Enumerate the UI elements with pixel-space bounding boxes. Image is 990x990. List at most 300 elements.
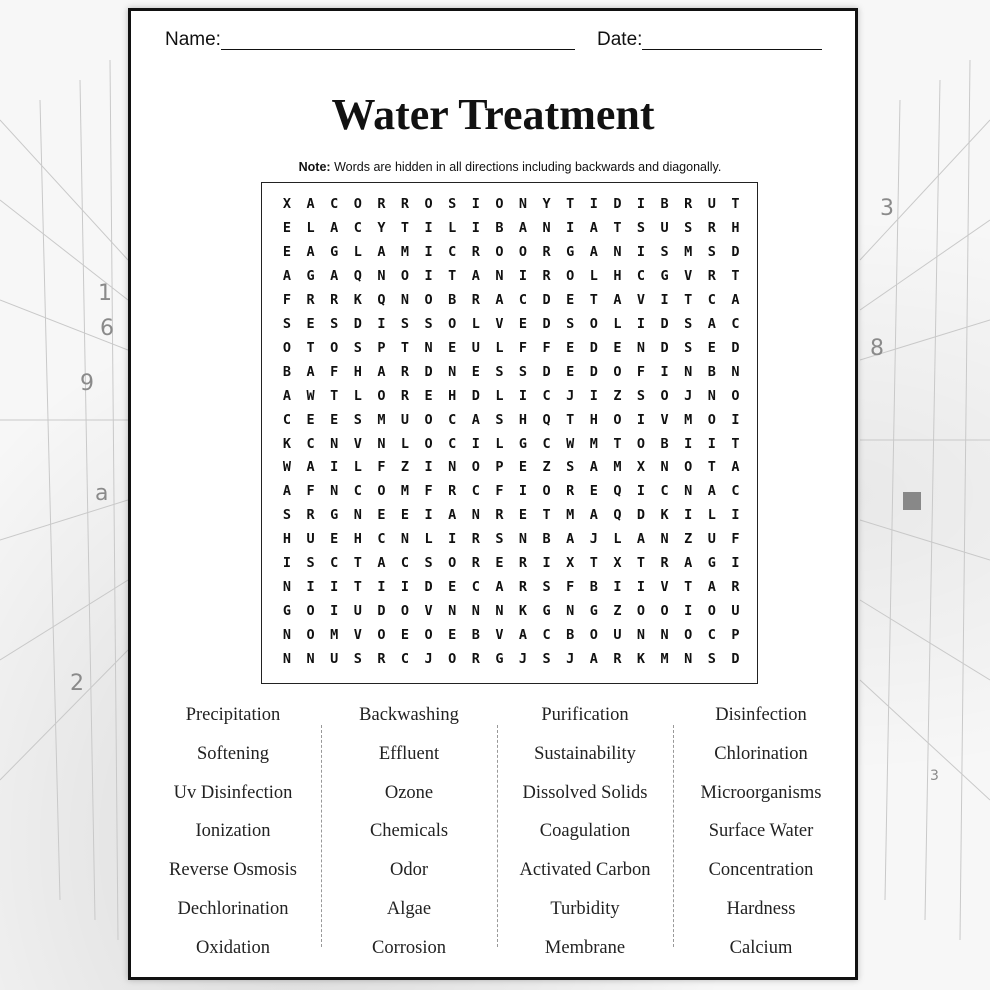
date-blank-line[interactable] [642,49,822,50]
grid-letter[interactable]: V [353,627,362,644]
grid-letter[interactable]: K [282,435,292,452]
grid-letter[interactable]: S [684,315,693,332]
grid-letter[interactable]: M [684,411,693,428]
grid-letter[interactable]: D [471,387,480,404]
grid-letter[interactable]: N [330,483,339,500]
grid-letter[interactable]: A [306,243,315,260]
grid-letter[interactable]: X [282,196,292,212]
grid-letter[interactable]: A [471,411,480,428]
grid-letter[interactable]: N [282,651,292,668]
grid-letter[interactable]: O [684,459,693,476]
grid-letter[interactable]: R [707,219,716,236]
grid-letter[interactable]: U [400,411,410,428]
grid-letter[interactable]: M [684,243,693,260]
grid-letter[interactable]: T [306,339,315,356]
grid-letter[interactable]: K [353,291,362,308]
grid-letter[interactable]: S [566,315,575,332]
grid-letter[interactable]: F [542,339,551,356]
grid-letter[interactable]: U [707,531,716,548]
grid-letter[interactable]: E [448,339,457,356]
grid-letter[interactable]: F [731,531,740,548]
grid-letter[interactable]: I [377,579,386,596]
grid-letter[interactable]: M [330,627,339,644]
grid-letter[interactable]: L [495,387,504,404]
grid-letter[interactable]: L [353,243,362,260]
grid-letter[interactable]: J [589,531,598,548]
grid-letter[interactable]: X [636,459,646,476]
grid-letter[interactable]: S [566,459,575,476]
grid-letter[interactable]: I [518,267,528,284]
grid-letter[interactable]: A [636,531,646,548]
grid-letter[interactable]: A [707,483,716,500]
grid-letter[interactable]: C [282,411,292,428]
grid-letter[interactable]: O [377,627,386,644]
grid-letter[interactable]: M [613,459,622,476]
grid-letter[interactable]: A [377,555,386,572]
grid-letter[interactable]: I [330,603,339,620]
grid-letter[interactable]: D [660,315,669,332]
grid-letter[interactable]: S [636,387,646,404]
grid-letter[interactable]: O [448,315,457,332]
grid-letter[interactable]: W [282,459,292,476]
grid-letter[interactable]: I [660,291,669,308]
grid-letter[interactable]: R [684,196,693,212]
grid-letter[interactable]: C [518,291,528,308]
grid-letter[interactable]: T [731,435,740,452]
grid-letter[interactable]: O [400,603,410,620]
grid-letter[interactable]: I [613,579,622,596]
grid-letter[interactable]: E [613,339,622,356]
grid-letter[interactable]: A [589,507,598,524]
grid-letter[interactable]: H [353,531,362,548]
grid-letter[interactable]: L [613,315,622,332]
grid-letter[interactable]: C [707,291,716,308]
grid-letter[interactable]: N [424,339,433,356]
grid-letter[interactable]: V [495,315,504,332]
grid-letter[interactable]: L [495,435,504,452]
grid-letter[interactable]: I [542,555,551,572]
grid-letter[interactable]: A [707,315,716,332]
grid-letter[interactable]: O [306,603,315,620]
grid-letter[interactable]: Y [542,196,551,212]
grid-letter[interactable]: Z [613,603,622,620]
grid-letter[interactable]: M [660,651,669,668]
grid-letter[interactable]: D [589,339,598,356]
grid-letter[interactable]: Z [542,459,551,476]
grid-letter[interactable]: I [636,483,646,500]
grid-letter[interactable]: M [400,243,410,260]
grid-letter[interactable]: H [731,219,740,236]
grid-letter[interactable]: S [660,243,669,260]
grid-letter[interactable]: Q [613,507,622,524]
grid-letter[interactable]: A [566,531,575,548]
grid-letter[interactable]: A [613,291,622,308]
grid-letter[interactable]: B [448,291,457,308]
grid-letter[interactable]: O [424,196,433,212]
grid-letter[interactable]: S [684,219,693,236]
grid-letter[interactable]: J [518,651,528,668]
grid-letter[interactable]: E [566,363,575,380]
grid-letter[interactable]: P [731,627,740,644]
grid-letter[interactable]: X [566,555,575,572]
grid-letter[interactable]: A [282,387,292,404]
grid-letter[interactable]: U [707,196,716,212]
grid-letter[interactable]: F [424,483,433,500]
grid-letter[interactable]: F [495,483,504,500]
grid-letter[interactable]: Q [353,267,362,284]
grid-letter[interactable]: S [542,579,551,596]
grid-letter[interactable]: V [353,435,362,452]
grid-letter[interactable]: J [566,651,575,668]
grid-letter[interactable]: R [660,555,669,572]
grid-letter[interactable]: I [660,363,669,380]
grid-letter[interactable]: B [707,363,716,380]
grid-letter[interactable]: S [353,339,362,356]
grid-letter[interactable]: N [400,291,410,308]
grid-letter[interactable]: T [613,219,622,236]
grid-letter[interactable]: O [400,267,410,284]
grid-letter[interactable]: D [353,315,362,332]
grid-letter[interactable]: G [495,651,504,668]
grid-letter[interactable]: D [731,651,740,668]
grid-letter[interactable]: N [684,363,693,380]
grid-letter[interactable]: C [353,483,362,500]
grid-letter[interactable]: B [542,531,551,548]
grid-letter[interactable]: N [448,363,457,380]
grid-letter[interactable]: E [589,483,598,500]
grid-letter[interactable]: I [684,435,693,452]
grid-letter[interactable]: O [542,483,551,500]
grid-letter[interactable]: S [282,315,292,332]
grid-letter[interactable]: G [330,243,339,260]
grid-letter[interactable]: R [471,243,480,260]
grid-letter[interactable]: Q [377,291,386,308]
grid-letter[interactable]: H [448,387,457,404]
grid-letter[interactable]: N [400,531,410,548]
grid-letter[interactable]: N [684,651,693,668]
grid-letter[interactable]: O [495,243,504,260]
grid-letter[interactable]: G [707,555,716,572]
grid-letter[interactable]: T [542,507,551,524]
grid-letter[interactable]: O [330,339,339,356]
grid-letter[interactable]: F [330,363,339,380]
grid-letter[interactable]: R [400,387,410,404]
grid-letter[interactable]: G [330,507,339,524]
grid-letter[interactable]: B [660,435,669,452]
grid-letter[interactable]: A [684,555,693,572]
grid-letter[interactable]: I [636,196,646,212]
grid-letter[interactable]: C [731,315,740,332]
grid-letter[interactable]: D [424,579,433,596]
grid-letter[interactable]: L [400,435,410,452]
grid-letter[interactable]: N [518,196,528,212]
grid-letter[interactable]: D [424,363,433,380]
grid-letter[interactable]: N [377,267,386,284]
grid-letter[interactable]: C [731,483,740,500]
grid-letter[interactable]: T [566,196,575,212]
grid-letter[interactable]: G [660,267,669,284]
grid-letter[interactable]: Q [613,483,622,500]
grid-letter[interactable]: T [636,555,646,572]
grid-letter[interactable]: I [424,459,433,476]
grid-letter[interactable]: O [282,339,292,356]
grid-letter[interactable]: J [566,387,575,404]
grid-letter[interactable]: T [353,579,362,596]
grid-letter[interactable]: L [448,219,457,236]
grid-letter[interactable]: E [448,627,457,644]
grid-letter[interactable]: O [731,387,740,404]
grid-letter[interactable]: C [448,435,457,452]
grid-letter[interactable]: E [306,411,315,428]
grid-letter[interactable]: R [471,291,480,308]
grid-letter[interactable]: Z [400,459,410,476]
grid-letter[interactable]: C [330,555,339,572]
grid-letter[interactable]: B [660,196,669,212]
grid-letter[interactable]: A [282,483,292,500]
grid-letter[interactable]: I [424,507,433,524]
grid-letter[interactable]: C [448,243,457,260]
grid-letter[interactable]: N [448,603,457,620]
grid-letter[interactable]: O [448,651,457,668]
grid-letter[interactable]: N [471,603,480,620]
grid-letter[interactable]: I [330,579,339,596]
grid-letter[interactable]: R [377,196,386,212]
grid-letter[interactable]: C [542,387,551,404]
grid-letter[interactable]: S [707,243,716,260]
grid-letter[interactable]: D [613,196,622,212]
grid-letter[interactable]: A [589,459,598,476]
grid-letter[interactable]: N [660,627,669,644]
grid-letter[interactable]: G [566,243,575,260]
grid-letter[interactable]: S [400,315,410,332]
grid-letter[interactable]: L [495,339,504,356]
grid-letter[interactable]: S [518,363,528,380]
grid-letter[interactable]: R [542,267,551,284]
grid-letter[interactable]: I [424,267,433,284]
grid-letter[interactable]: S [495,411,504,428]
grid-letter[interactable]: C [707,627,716,644]
grid-letter[interactable]: O [707,603,716,620]
grid-letter[interactable]: O [471,459,480,476]
grid-letter[interactable]: E [282,243,292,260]
grid-letter[interactable]: H [353,363,362,380]
grid-letter[interactable]: I [471,219,480,236]
grid-letter[interactable]: R [377,651,386,668]
grid-letter[interactable]: R [400,363,410,380]
grid-letter[interactable]: D [377,603,386,620]
grid-letter[interactable]: O [660,387,669,404]
grid-letter[interactable]: A [306,363,315,380]
grid-letter[interactable]: V [660,579,669,596]
grid-letter[interactable]: F [306,483,315,500]
grid-letter[interactable]: S [353,411,362,428]
grid-letter[interactable]: L [589,267,598,284]
grid-letter[interactable]: I [448,531,457,548]
grid-letter[interactable]: I [306,579,315,596]
grid-letter[interactable]: X [613,555,622,572]
grid-letter[interactable]: T [353,555,362,572]
grid-letter[interactable]: G [282,603,292,620]
grid-letter[interactable]: O [353,196,362,212]
grid-letter[interactable]: E [566,291,575,308]
grid-letter[interactable]: N [377,435,386,452]
grid-letter[interactable]: C [400,555,410,572]
grid-letter[interactable]: A [495,579,504,596]
grid-letter[interactable]: A [589,219,598,236]
grid-letter[interactable]: B [566,627,575,644]
grid-letter[interactable]: I [684,507,693,524]
grid-letter[interactable]: N [636,627,646,644]
grid-letter[interactable]: I [330,459,339,476]
grid-letter[interactable]: L [613,531,622,548]
grid-letter[interactable]: A [589,651,598,668]
grid-letter[interactable]: O [424,291,433,308]
grid-letter[interactable]: E [448,579,457,596]
grid-letter[interactable]: R [471,651,480,668]
grid-letter[interactable]: N [353,507,362,524]
grid-letter[interactable]: E [424,387,433,404]
grid-letter[interactable]: S [424,555,433,572]
grid-letter[interactable]: U [330,651,339,668]
grid-letter[interactable]: S [282,507,292,524]
grid-letter[interactable]: B [589,579,598,596]
grid-letter[interactable]: T [400,339,410,356]
grid-letter[interactable]: A [377,363,386,380]
grid-letter[interactable]: R [566,483,575,500]
grid-letter[interactable]: B [495,219,504,236]
grid-letter[interactable]: F [377,459,386,476]
grid-letter[interactable]: N [660,459,669,476]
grid-letter[interactable]: Y [377,219,386,236]
grid-letter[interactable]: N [613,243,622,260]
grid-letter[interactable]: S [684,339,693,356]
grid-letter[interactable]: W [306,387,315,404]
grid-letter[interactable]: A [731,291,740,308]
grid-letter[interactable]: T [566,411,575,428]
grid-letter[interactable]: U [353,603,362,620]
grid-letter[interactable]: S [542,651,551,668]
word-search-grid[interactable] [261,182,758,684]
grid-letter[interactable]: D [731,243,740,260]
grid-letter[interactable]: E [471,363,480,380]
grid-letter[interactable]: E [707,339,716,356]
grid-letter[interactable]: C [306,435,315,452]
grid-letter[interactable]: A [306,196,315,212]
grid-letter[interactable]: R [471,555,480,572]
grid-letter[interactable]: T [589,555,598,572]
grid-letter[interactable]: V [495,627,504,644]
grid-letter[interactable]: O [377,387,386,404]
grid-letter[interactable]: E [518,459,528,476]
grid-letter[interactable]: I [566,219,575,236]
grid-letter[interactable]: I [400,579,410,596]
grid-letter[interactable]: T [684,291,693,308]
grid-letter[interactable]: D [542,315,551,332]
grid-letter[interactable]: O [589,315,598,332]
grid-letter[interactable]: S [306,555,315,572]
grid-letter[interactable]: S [330,315,339,332]
grid-letter[interactable]: E [330,531,339,548]
grid-letter[interactable]: A [471,267,480,284]
grid-letter[interactable]: I [636,579,646,596]
grid-letter[interactable]: N [330,435,339,452]
grid-letter[interactable]: V [660,411,669,428]
grid-letter[interactable]: J [424,651,433,668]
grid-letter[interactable]: N [707,387,716,404]
grid-letter[interactable]: F [636,363,646,380]
grid-letter[interactable]: S [707,651,716,668]
grid-letter[interactable]: T [707,459,716,476]
grid-letter[interactable]: O [377,483,386,500]
grid-letter[interactable]: O [684,627,693,644]
grid-letter[interactable]: I [282,555,292,572]
grid-letter[interactable]: A [518,219,528,236]
grid-letter[interactable]: O [613,363,622,380]
grid-letter[interactable]: O [613,411,622,428]
grid-letter[interactable]: I [731,411,740,428]
grid-letter[interactable]: U [613,627,622,644]
grid-letter[interactable]: H [613,267,622,284]
grid-letter[interactable]: E [306,315,315,332]
grid-letter[interactable]: D [589,363,598,380]
grid-letter[interactable]: A [330,219,339,236]
grid-letter[interactable]: P [495,459,504,476]
grid-letter[interactable]: I [731,507,740,524]
grid-letter[interactable]: E [566,339,575,356]
grid-letter[interactable]: M [589,435,598,452]
grid-letter[interactable]: O [306,627,315,644]
grid-letter[interactable]: V [424,603,433,620]
grid-letter[interactable]: S [636,219,646,236]
grid-letter[interactable]: E [400,627,410,644]
grid-letter[interactable]: A [306,459,315,476]
grid-letter[interactable]: N [282,627,292,644]
grid-letter[interactable]: F [566,579,575,596]
grid-letter[interactable]: W [566,435,575,452]
grid-letter[interactable]: G [542,603,551,620]
grid-letter[interactable]: S [424,315,433,332]
grid-letter[interactable]: R [518,579,528,596]
grid-letter[interactable]: A [330,267,339,284]
grid-letter[interactable]: N [566,603,575,620]
grid-letter[interactable]: H [282,531,292,548]
grid-letter[interactable]: C [542,627,551,644]
grid-letter[interactable]: N [518,531,528,548]
grid-letter[interactable]: E [282,219,292,236]
grid-letter[interactable]: O [424,435,433,452]
grid-letter[interactable]: E [518,507,528,524]
grid-letter[interactable]: C [400,651,410,668]
grid-letter[interactable]: T [684,579,693,596]
grid-letter[interactable]: N [684,483,693,500]
grid-letter[interactable]: U [660,219,669,236]
grid-letter[interactable]: H [589,411,598,428]
grid-letter[interactable]: A [448,507,457,524]
grid-letter[interactable]: A [495,291,504,308]
grid-letter[interactable]: N [542,219,551,236]
grid-letter[interactable]: K [636,651,646,668]
grid-letter[interactable]: S [495,363,504,380]
grid-letter[interactable]: I [518,387,528,404]
grid-letter[interactable]: I [471,196,480,212]
grid-letter[interactable]: U [306,531,315,548]
grid-letter[interactable]: R [542,243,551,260]
grid-letter[interactable]: O [448,555,457,572]
grid-letter[interactable]: R [471,531,480,548]
grid-letter[interactable]: M [377,411,386,428]
grid-letter[interactable]: C [377,531,386,548]
grid-letter[interactable]: T [731,196,740,212]
